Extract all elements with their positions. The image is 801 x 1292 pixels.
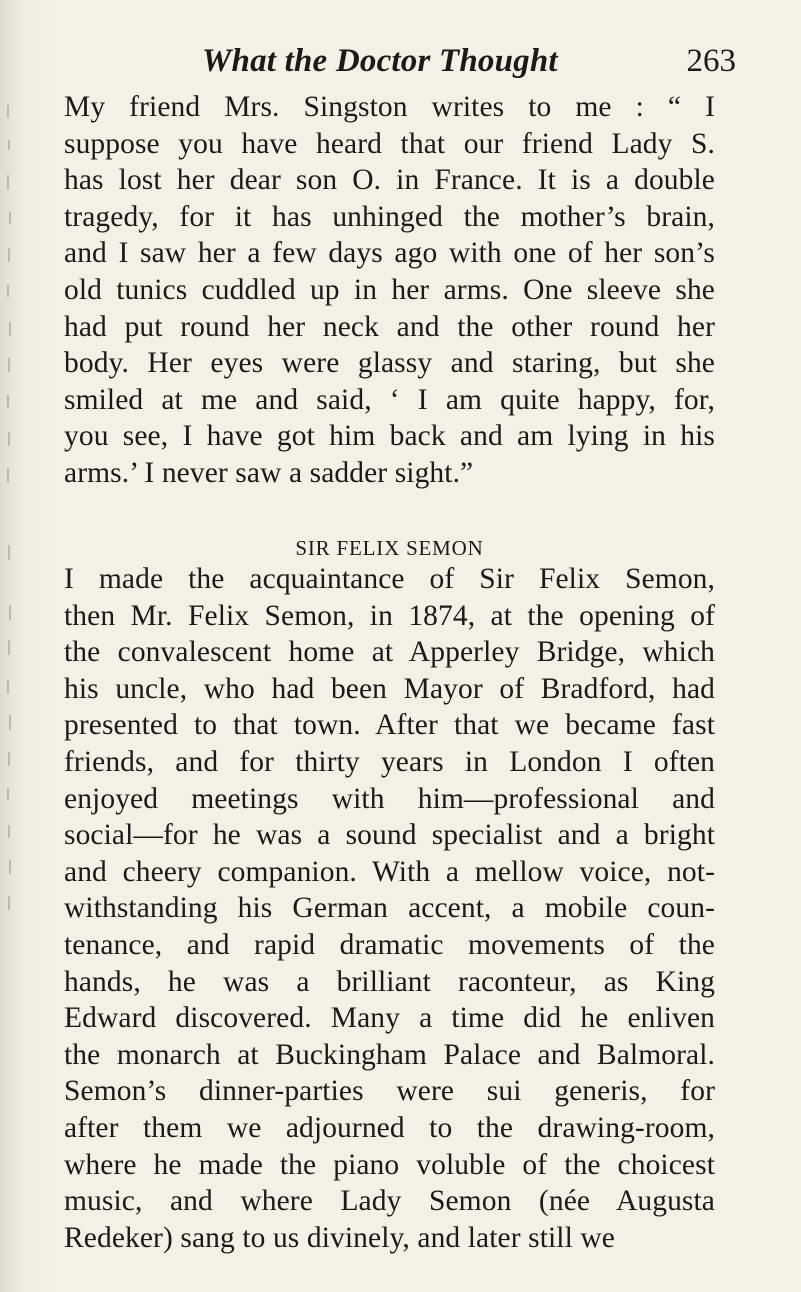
text-line: had put round her neck and the other round her — [64, 310, 715, 343]
text-line: the monarch at Buckingham Palace and Balmoral. — [64, 1038, 715, 1071]
page-number: 263 — [686, 43, 736, 79]
paragraph-letter-quote — [64, 89, 715, 492]
section-heading: SIR FELIX SEMON — [295, 536, 484, 560]
text-line: and I saw her a few days ago with one of her son’s — [64, 237, 715, 270]
text-line: Edward discovered. Many a time did he enliven — [64, 1002, 715, 1035]
text-line: I made the acquaintance of Sir Felix Semon, — [64, 563, 715, 595]
text-line: music, and where Lady Semon (née Augusta — [64, 1185, 715, 1218]
text-line: then Mr. Felix Semon, in 1874, at the opening of — [64, 599, 715, 632]
text-line: arms.’ I never saw a sadder sight.” — [64, 456, 474, 489]
running-title: What the Doctor Thought — [202, 43, 558, 79]
running-header — [64, 38, 736, 84]
text-line: suppose you have heard that our friend Lady S. — [64, 127, 715, 160]
text-line: after them we adjourned to the drawing-room, — [64, 1111, 715, 1144]
text-line: tenance, and rapid dramatic movements of the — [64, 928, 715, 961]
text-line: hands, he was a brilliant raconteur, as King — [64, 965, 715, 998]
text-line: enjoyed meetings with him—professional and — [64, 782, 715, 815]
text-line: smiled at me and said, ‘ I am quite happy, for, — [64, 383, 715, 416]
gutter-marks — [0, 0, 20, 1292]
text-line: the convalescent home at Apperley Bridge, which — [64, 636, 715, 669]
text-line: old tunics cuddled up in her arms. One sleeve she — [64, 273, 715, 306]
text-line: you see, I have got him back and am lying in his — [64, 420, 715, 453]
text-line: presented to that town. After that we became fast — [64, 709, 715, 742]
text-line: withstanding his German accent, a mobile coun- — [64, 892, 715, 925]
text-line: his uncle, who had been Mayor of Bradford, had — [64, 672, 715, 705]
text-line: and cheery companion. With a mellow voice, not- — [64, 855, 715, 888]
text-line: social—for he was a sound specialist and a bright — [64, 819, 715, 852]
text-line: Semon’s dinner-parties were sui generis, for — [64, 1075, 715, 1108]
text-line: body. Her eyes were glassy and staring, but she — [64, 347, 715, 380]
text-line: friends, and for thirty years in London I often — [64, 745, 715, 778]
text-line: My friend Mrs. Singston writes to me : “ I — [64, 91, 715, 123]
text-line: where he made the piano voluble of the choicest — [64, 1148, 715, 1181]
text-line: has lost her dear son O. in France. It is a double — [64, 164, 715, 197]
text-line: tragedy, for it has unhinged the mother’s brain, — [64, 200, 715, 233]
paragraph-felix-semon — [64, 561, 715, 1256]
text-line: Redeker) sang to us divinely, and later still we — [64, 1221, 615, 1254]
